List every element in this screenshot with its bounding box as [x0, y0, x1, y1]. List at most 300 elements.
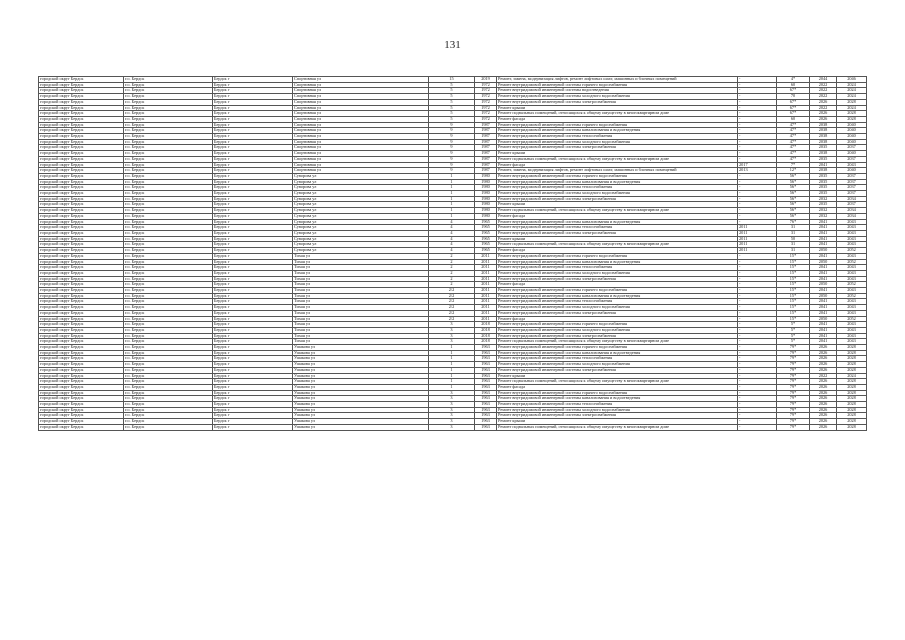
street-cell: Суворова ул: [293, 213, 429, 219]
house-number-cell: 4: [429, 236, 475, 242]
build-year-cell: 1980: [475, 208, 497, 214]
work-type-cell: Ремонт подвальных помещений, относящихся к общему имуществу в многоквартирном доме: [497, 424, 738, 430]
start-year-cell: 2041: [810, 242, 837, 248]
work-type-cell: Ремонт подвальных помещений, относящихся к общему имуществу в многоквартирном доме: [497, 208, 738, 214]
end-year-cell: 2043: [837, 270, 867, 276]
build-year-cell: 1963: [475, 419, 497, 425]
start-year-cell: 2041: [810, 310, 837, 316]
start-year-cell: 2050: [810, 282, 837, 288]
end-year-cell: 2028: [837, 116, 867, 122]
street-cell: Ушакова ул: [293, 350, 429, 356]
wear-percent-cell: 15*: [777, 282, 810, 288]
end-year-cell: 2024: [837, 373, 867, 379]
district-cell: г.о. Бердск: [124, 168, 213, 174]
house-number-cell: 3: [429, 413, 475, 419]
district-cell: г.о. Бердск: [124, 356, 213, 362]
street-cell: Суворова ул: [293, 236, 429, 242]
city-cell: Бердск г: [213, 122, 293, 128]
wear-percent-cell: 47*: [777, 145, 810, 151]
municipality-cell: городской округ Бердск: [39, 88, 124, 94]
city-cell: Бердск г: [213, 219, 293, 225]
municipality-cell: городской округ Бердск: [39, 384, 124, 390]
last-repair-year-cell: -: [738, 288, 777, 294]
municipality-cell: городской округ Бердск: [39, 288, 124, 294]
end-year-cell: 2034: [837, 196, 867, 202]
municipality-cell: городской округ Бердск: [39, 413, 124, 419]
build-year-cell: 1980: [475, 173, 497, 179]
house-number-cell: 1: [429, 185, 475, 191]
start-year-cell: 2041: [810, 327, 837, 333]
street-cell: Спортивная ул: [293, 82, 429, 88]
work-type-cell: Ремонт внутридомовой инженерной системы теплоснабжения: [497, 185, 738, 191]
wear-percent-cell: 79*: [777, 402, 810, 408]
municipality-cell: городской округ Бердск: [39, 419, 124, 425]
street-cell: Тихая ул: [293, 305, 429, 311]
build-year-cell: 1980: [475, 191, 497, 197]
end-year-cell: 2024: [837, 94, 867, 100]
city-cell: Бердск г: [213, 225, 293, 231]
house-number-cell: 4: [429, 219, 475, 225]
wear-percent-cell: 4*: [777, 77, 810, 83]
city-cell: Бердск г: [213, 185, 293, 191]
start-year-cell: 2026: [810, 99, 837, 105]
municipality-cell: городской округ Бердск: [39, 424, 124, 430]
district-cell: г.о. Бердск: [124, 316, 213, 322]
city-cell: Бердск г: [213, 105, 293, 111]
street-cell: Тихая ул: [293, 327, 429, 333]
house-number-cell: 1: [429, 196, 475, 202]
district-cell: г.о. Бердск: [124, 276, 213, 282]
end-year-cell: 2052: [837, 282, 867, 288]
city-cell: Бердск г: [213, 327, 293, 333]
work-type-cell: Ремонт внутридомовой инженерной системы горячего водоснабжения: [497, 122, 738, 128]
last-repair-year-cell: -: [738, 208, 777, 214]
city-cell: Бердск г: [213, 213, 293, 219]
house-number-cell: 3: [429, 396, 475, 402]
house-number-cell: 9: [429, 134, 475, 140]
wear-percent-cell: 79*: [777, 407, 810, 413]
municipality-cell: городской округ Бердск: [39, 322, 124, 328]
wear-percent-cell: 7*: [777, 162, 810, 168]
build-year-cell: 1987: [475, 128, 497, 134]
start-year-cell: 2026: [810, 362, 837, 368]
last-repair-year-cell: -: [738, 299, 777, 305]
wear-percent-cell: 47*: [777, 128, 810, 134]
wear-percent-cell: 60: [777, 82, 810, 88]
work-type-cell: Ремонт подвальных помещений, относящихся к общему имуществу в многоквартирном доме: [497, 379, 738, 385]
last-repair-year-cell: -: [738, 134, 777, 140]
end-year-cell: 2037: [837, 191, 867, 197]
last-repair-year-cell: -: [738, 82, 777, 88]
municipality-cell: городской округ Бердск: [39, 305, 124, 311]
last-repair-year-cell: -: [738, 367, 777, 373]
end-year-cell: 2028: [837, 111, 867, 117]
district-cell: г.о. Бердск: [124, 293, 213, 299]
city-cell: Бердск г: [213, 173, 293, 179]
municipality-cell: городской округ Бердск: [39, 356, 124, 362]
build-year-cell: 1965: [475, 219, 497, 225]
street-cell: Суворова ул: [293, 185, 429, 191]
street-cell: Тихая ул: [293, 339, 429, 345]
build-year-cell: 1987: [475, 145, 497, 151]
house-number-cell: 3: [429, 402, 475, 408]
municipality-cell: городской округ Бердск: [39, 168, 124, 174]
city-cell: Бердск г: [213, 230, 293, 236]
end-year-cell: 2037: [837, 156, 867, 162]
city-cell: Бердск г: [213, 139, 293, 145]
table-row: [39, 424, 867, 430]
end-year-cell: 2043: [837, 253, 867, 259]
district-cell: г.о. Бердск: [124, 105, 213, 111]
district-cell: г.о. Бердск: [124, 390, 213, 396]
build-year-cell: 1963: [475, 396, 497, 402]
wear-percent-cell: 56*: [777, 179, 810, 185]
end-year-cell: 2028: [837, 390, 867, 396]
last-repair-year-cell: 2011: [738, 248, 777, 254]
last-repair-year-cell: -: [738, 345, 777, 351]
house-number-cell: 3: [429, 322, 475, 328]
build-year-cell: 1963: [475, 373, 497, 379]
last-repair-year-cell: -: [738, 379, 777, 385]
wear-percent-cell: 5*: [777, 322, 810, 328]
work-type-cell: Ремонт внутридомовой инженерной системы горячего водоснабжения: [497, 173, 738, 179]
build-year-cell: 1980: [475, 213, 497, 219]
start-year-cell: 2026: [810, 379, 837, 385]
build-year-cell: 1987: [475, 151, 497, 157]
start-year-cell: 2038: [810, 122, 837, 128]
street-cell: Спортивная ул: [293, 122, 429, 128]
wear-percent-cell: 79*: [777, 356, 810, 362]
start-year-cell: 2032: [810, 213, 837, 219]
city-cell: Бердск г: [213, 191, 293, 197]
build-year-cell: 1965: [475, 230, 497, 236]
end-year-cell: 2028: [837, 367, 867, 373]
wear-percent-cell: 70: [777, 94, 810, 100]
municipality-cell: городской округ Бердск: [39, 82, 124, 88]
start-year-cell: 2041: [810, 322, 837, 328]
house-number-cell: 5: [429, 94, 475, 100]
last-repair-year-cell: -: [738, 156, 777, 162]
work-type-cell: Ремонт крыши: [497, 151, 738, 157]
start-year-cell: 2041: [810, 219, 837, 225]
municipality-cell: городской округ Бердск: [39, 208, 124, 214]
city-cell: Бердск г: [213, 111, 293, 117]
page-number: 131: [444, 39, 461, 51]
city-cell: Бердск г: [213, 162, 293, 168]
city-cell: Бердск г: [213, 322, 293, 328]
wear-percent-cell: 5*: [777, 327, 810, 333]
city-cell: Бердск г: [213, 282, 293, 288]
start-year-cell: 2026: [810, 356, 837, 362]
end-year-cell: 2028: [837, 345, 867, 351]
district-cell: г.о. Бердск: [124, 299, 213, 305]
wear-percent-cell: 31: [777, 225, 810, 231]
last-repair-year-cell: -: [738, 424, 777, 430]
end-year-cell: 2043: [837, 276, 867, 282]
district-cell: г.о. Бердск: [124, 230, 213, 236]
wear-percent-cell: 15*: [777, 310, 810, 316]
municipality-cell: городской округ Бердск: [39, 373, 124, 379]
build-year-cell: 1963: [475, 413, 497, 419]
city-cell: Бердск г: [213, 116, 293, 122]
city-cell: Бердск г: [213, 145, 293, 151]
work-type-cell: Ремонт внутридомовой инженерной системы горячего водоснабжения: [497, 82, 738, 88]
street-cell: Ушакова ул: [293, 424, 429, 430]
district-cell: г.о. Бердск: [124, 339, 213, 345]
wear-percent-cell: 79*: [777, 396, 810, 402]
work-type-cell: Ремонт подвальных помещений, относящихся к общему имуществу в многоквартирном доме: [497, 111, 738, 117]
municipality-cell: городской округ Бердск: [39, 202, 124, 208]
end-year-cell: 2040: [837, 151, 867, 157]
street-cell: Ушакова ул: [293, 407, 429, 413]
end-year-cell: 2043: [837, 236, 867, 242]
street-cell: Тихая ул: [293, 293, 429, 299]
build-year-cell: 1972: [475, 88, 497, 94]
city-cell: Бердск г: [213, 345, 293, 351]
house-number-cell: 5: [429, 111, 475, 117]
wear-percent-cell: 79*: [777, 362, 810, 368]
municipality-cell: городской округ Бердск: [39, 236, 124, 242]
municipality-cell: городской округ Бердск: [39, 362, 124, 368]
district-cell: г.о. Бердск: [124, 407, 213, 413]
end-year-cell: 2037: [837, 173, 867, 179]
district-cell: г.о. Бердск: [124, 122, 213, 128]
start-year-cell: 2022: [810, 88, 837, 94]
house-number-cell: 3: [429, 339, 475, 345]
municipality-cell: городской округ Бердск: [39, 259, 124, 265]
start-year-cell: 2035: [810, 145, 837, 151]
district-cell: г.о. Бердск: [124, 134, 213, 140]
build-year-cell: 1987: [475, 156, 497, 162]
house-number-cell: 5: [429, 116, 475, 122]
build-year-cell: 2011: [475, 270, 497, 276]
end-year-cell: 2028: [837, 413, 867, 419]
end-year-cell: 2034: [837, 208, 867, 214]
last-repair-year-cell: -: [738, 116, 777, 122]
district-cell: г.о. Бердск: [124, 379, 213, 385]
city-cell: Бердск г: [213, 242, 293, 248]
district-cell: г.о. Бердск: [124, 208, 213, 214]
work-type-cell: Ремонт фасада: [497, 384, 738, 390]
work-type-cell: Ремонт внутридомовой инженерной системы горячего водоснабжения: [497, 322, 738, 328]
end-year-cell: 2037: [837, 202, 867, 208]
house-number-cell: 2/2: [429, 288, 475, 294]
end-year-cell: 2043: [837, 310, 867, 316]
last-repair-year-cell: 2011: [738, 236, 777, 242]
municipality-cell: городской округ Бердск: [39, 191, 124, 197]
work-type-cell: Ремонт внутридомовой инженерной системы канализования и водоотведения: [497, 350, 738, 356]
municipality-cell: городской округ Бердск: [39, 179, 124, 185]
work-type-cell: Ремонт крыши: [497, 202, 738, 208]
district-cell: г.о. Бердск: [124, 373, 213, 379]
work-type-cell: Ремонт внутридомовой инженерной системы холодного водоснабжения: [497, 362, 738, 368]
municipality-cell: городской округ Бердск: [39, 94, 124, 100]
district-cell: г.о. Бердск: [124, 219, 213, 225]
work-type-cell: Ремонт внутридомовой инженерной системы канализования и водоотведения: [497, 259, 738, 265]
wear-percent-cell: 15*: [777, 259, 810, 265]
last-repair-year-cell: -: [738, 122, 777, 128]
end-year-cell: 2028: [837, 424, 867, 430]
city-cell: Бердск г: [213, 94, 293, 100]
last-repair-year-cell: -: [738, 356, 777, 362]
street-cell: Тихая ул: [293, 265, 429, 271]
start-year-cell: 2041: [810, 230, 837, 236]
start-year-cell: 2026: [810, 390, 837, 396]
end-year-cell: 2040: [837, 168, 867, 174]
last-repair-year-cell: -: [738, 111, 777, 117]
start-year-cell: 2041: [810, 276, 837, 282]
last-repair-year-cell: -: [738, 390, 777, 396]
end-year-cell: 2040: [837, 139, 867, 145]
municipality-cell: городской округ Бердск: [39, 225, 124, 231]
house-number-cell: 1: [429, 367, 475, 373]
municipality-cell: городской округ Бердск: [39, 116, 124, 122]
district-cell: г.о. Бердск: [124, 202, 213, 208]
work-type-cell: Ремонт подвальных помещений, относящихся к общему имуществу в многоквартирном доме: [497, 242, 738, 248]
work-type-cell: Ремонт внутридомовой инженерной системы теплоснабжения: [497, 134, 738, 140]
street-cell: Тихая ул: [293, 322, 429, 328]
work-type-cell: Ремонт внутридомовой инженерной системы электроснабжения: [497, 230, 738, 236]
house-number-cell: 9: [429, 162, 475, 168]
wear-percent-cell: 67*: [777, 105, 810, 111]
build-year-cell: 1963: [475, 402, 497, 408]
street-cell: Тихая ул: [293, 259, 429, 265]
build-year-cell: 1965: [475, 236, 497, 242]
street-cell: Ушакова ул: [293, 384, 429, 390]
start-year-cell: 2026: [810, 367, 837, 373]
municipality-cell: городской округ Бердск: [39, 213, 124, 219]
house-number-cell: 1: [429, 379, 475, 385]
street-cell: Спортивная ул: [293, 116, 429, 122]
city-cell: Бердск г: [213, 316, 293, 322]
last-repair-year-cell: -: [738, 339, 777, 345]
build-year-cell: 2011: [475, 310, 497, 316]
last-repair-year-cell: -: [738, 310, 777, 316]
work-type-cell: Ремонт внутридомовой инженерной системы водоотведения: [497, 88, 738, 94]
build-year-cell: 2011: [475, 288, 497, 294]
municipality-cell: городской округ Бердск: [39, 145, 124, 151]
last-repair-year-cell: -: [738, 402, 777, 408]
build-year-cell: 2011: [475, 316, 497, 322]
last-repair-year-cell: -: [738, 316, 777, 322]
start-year-cell: 2026: [810, 413, 837, 419]
build-year-cell: 1963: [475, 345, 497, 351]
house-number-cell: 1: [429, 356, 475, 362]
last-repair-year-cell: -: [738, 350, 777, 356]
end-year-cell: 2043: [837, 333, 867, 339]
last-repair-year-cell: -: [738, 259, 777, 265]
district-cell: г.о. Бердск: [124, 362, 213, 368]
house-number-cell: 1: [429, 213, 475, 219]
start-year-cell: 2035: [810, 191, 837, 197]
street-cell: Ушакова ул: [293, 362, 429, 368]
work-type-cell: Ремонт внутридомовой инженерной системы канализования и водоотведения: [497, 396, 738, 402]
end-year-cell: 2028: [837, 407, 867, 413]
house-number-cell: 2: [429, 270, 475, 276]
end-year-cell: 2040: [837, 122, 867, 128]
end-year-cell: 2024: [837, 105, 867, 111]
work-type-cell: Ремонт внутридомовой инженерной системы горячего водоснабжения: [497, 253, 738, 259]
municipality-cell: городской округ Бердск: [39, 134, 124, 140]
street-cell: Ушакова ул: [293, 367, 429, 373]
start-year-cell: 2026: [810, 402, 837, 408]
house-number-cell: 2/2: [429, 310, 475, 316]
municipality-cell: городской округ Бердск: [39, 151, 124, 157]
work-type-cell: Ремонт внутридомовой инженерной системы электроснабжения: [497, 367, 738, 373]
start-year-cell: 2026: [810, 384, 837, 390]
last-repair-year-cell: -: [738, 282, 777, 288]
work-type-cell: Ремонт внутридомовой инженерной системы канализования и водоотведения: [497, 128, 738, 134]
district-cell: г.о. Бердск: [124, 396, 213, 402]
municipality-cell: городской округ Бердск: [39, 270, 124, 276]
house-number-cell: 1: [429, 173, 475, 179]
street-cell: Суворова ул: [293, 248, 429, 254]
work-type-cell: Ремонт внутридомовой инженерной системы холодного водоснабжения: [497, 139, 738, 145]
street-cell: Спортивная ул: [293, 156, 429, 162]
street-cell: Спортивная ул: [293, 94, 429, 100]
last-repair-year-cell: -: [738, 77, 777, 83]
street-cell: Спортивная ул: [293, 105, 429, 111]
work-type-cell: Ремонт внутридомовой инженерной системы холодного водоснабжения: [497, 270, 738, 276]
work-type-cell: Ремонт фасада: [497, 316, 738, 322]
build-year-cell: 1980: [475, 185, 497, 191]
end-year-cell: 2040: [837, 134, 867, 140]
last-repair-year-cell: -: [738, 276, 777, 282]
wear-percent-cell: 60: [777, 116, 810, 122]
house-number-cell: 4: [429, 242, 475, 248]
city-cell: Бердск г: [213, 339, 293, 345]
end-year-cell: 2024: [837, 82, 867, 88]
end-year-cell: 2034: [837, 213, 867, 219]
district-cell: г.о. Бердск: [124, 265, 213, 271]
district-cell: г.о. Бердск: [124, 248, 213, 254]
work-type-cell: Ремонт внутридомовой инженерной системы горячего водоснабжения: [497, 345, 738, 351]
district-cell: г.о. Бердск: [124, 179, 213, 185]
house-number-cell: 1: [429, 191, 475, 197]
municipality-cell: городской округ Бердск: [39, 128, 124, 134]
district-cell: г.о. Бердск: [124, 99, 213, 105]
district-cell: г.о. Бердск: [124, 253, 213, 259]
municipality-cell: городской округ Бердск: [39, 367, 124, 373]
street-cell: Спортивная ул: [293, 139, 429, 145]
district-cell: г.о. Бердск: [124, 345, 213, 351]
city-cell: Бердск г: [213, 196, 293, 202]
work-type-cell: Ремонт, замена, модернизация лифтов, ремонт лифтовых шахт, машинных и блочных помещений: [497, 77, 738, 83]
municipality-cell: городской округ Бердск: [39, 396, 124, 402]
city-cell: Бердск г: [213, 259, 293, 265]
municipality-cell: городской округ Бердск: [39, 219, 124, 225]
repair-schedule-table: [38, 76, 867, 431]
wear-percent-cell: 12*: [777, 168, 810, 174]
build-year-cell: 1987: [475, 168, 497, 174]
work-type-cell: Ремонт крыши: [497, 373, 738, 379]
wear-percent-cell: 56*: [777, 202, 810, 208]
build-year-cell: 2011: [475, 293, 497, 299]
street-cell: Спортивная ул: [293, 168, 429, 174]
wear-percent-cell: 79*: [777, 373, 810, 379]
city-cell: Бердск г: [213, 276, 293, 282]
city-cell: Бердск г: [213, 384, 293, 390]
house-number-cell: 5: [429, 82, 475, 88]
wear-percent-cell: 67*: [777, 99, 810, 105]
end-year-cell: 2028: [837, 99, 867, 105]
end-year-cell: 2052: [837, 259, 867, 265]
municipality-cell: городской округ Бердск: [39, 185, 124, 191]
wear-percent-cell: 79*: [777, 350, 810, 356]
city-cell: Бердск г: [213, 299, 293, 305]
start-year-cell: 2035: [810, 202, 837, 208]
district-cell: г.о. Бердск: [124, 419, 213, 425]
